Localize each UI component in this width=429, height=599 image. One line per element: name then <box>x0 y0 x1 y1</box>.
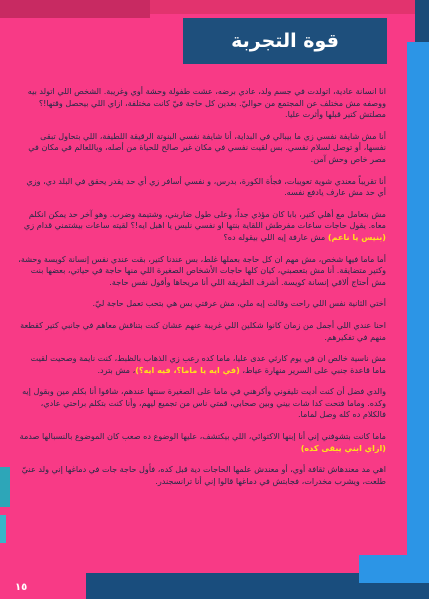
paragraph-text: أنا تقريباً معندي شوية تعويبات، فجأة الكورة، بدرس، و نفسي أسافر زي أي حد يقدر يحقق في البلد دي، وزي أي حد مش عارف يادفع نفسه. <box>26 175 386 198</box>
body-paragraph <box>16 464 386 487</box>
left-decorative-block-small <box>0 515 6 543</box>
paragraph-text: ماما كانت بتشوفني إني أنا إبنها الاكتوائي، اللي بيكتشف، عليها الوضوع ده صعب كان الموضوع بالنسبالها صدمة <box>19 431 386 442</box>
highlighted-quote: (ازاي ابني يبقى كده) <box>300 442 386 453</box>
paragraph-text: مش ناسية خالص ان في يوم كارثي عدى عليا، ماما كده رعب زي الذهاب بالظبط، كنت نايمة وصحيت لقيت ماما قاعدة جنبي على السرير منهارة عياط، <box>30 353 386 375</box>
right-decorative-strip <box>407 42 429 562</box>
paragraph-text: أنا مش شايفة نفسي زي ما بيبالي في البداية، أنا شايفة نفسي البنوتة الرقيقة اللطيفة، اللي بتحاول تبقى نفسها، أو توصل لسلام نفسي. بس لقيت نفسي في مكان غير صالح للحياة من أصله، وياللعالم في مكان في مصر خاص وحش آمن. <box>28 130 386 164</box>
page-number: ١٥ <box>15 582 28 593</box>
paragraph-text: اهي مد معندهاش ثقافة أوي، أو معندش علمها الحاجات دية قبل كده، فأول حاجة جات في دماغها إني ولد عنيّ طلعت، ويشرب مخدرات، فجابتش في دماغها قالوا إني أنا ترانسجندر. <box>21 464 386 486</box>
paragraph-text: ، مش بترد. <box>97 364 136 375</box>
top-decorative-band-dark <box>0 0 150 18</box>
paragraph-text: أختي الثانية نفس اللي راحت وقالت إيه ملي، مش عرفتي بس هي بتحب تعمل حاجة ليّ. <box>92 298 386 309</box>
paragraph-text: مش عارفة إيه اللي بيقوله ده؟ <box>223 231 328 242</box>
body-paragraph <box>16 131 386 166</box>
body-paragraph <box>16 353 386 376</box>
bottom-decorative-block <box>359 555 429 583</box>
highlighted-quote: (بنيس يا ناعم) <box>327 231 386 242</box>
body-paragraph <box>16 254 386 289</box>
highlighted-quote: (في ايه يا ماما؟، فيه ايه؟) <box>135 364 240 375</box>
body-paragraph <box>16 386 386 421</box>
body-paragraph <box>16 176 386 199</box>
article-body <box>16 86 386 497</box>
body-paragraph <box>16 298 386 310</box>
left-decorative-block <box>0 467 10 507</box>
body-paragraph <box>16 86 386 121</box>
paragraph-text: والدي فضل أن كنت أديت تليفوني وأكرهني في ماما على الصغيرة سنتها عندهم، شافوا أنا بكلم مين وبقول إيه وكده. وماما فتحت كدا شات بيني وبين صحابي، قمتي ناس من تجميع ليهم، وأنا كنت بتكلم براحتي عادي، فالكلام ده كله وصل لماما. <box>22 386 386 420</box>
body-paragraph <box>16 320 386 343</box>
page-title: قوة التجربة <box>231 30 339 52</box>
body-paragraph <box>16 431 386 454</box>
paragraph-text: احنا عندي اللي أجمل من زمان كانوا شكلين اللي غريبة عنهم عشان كنت بتناقش معاهم في جانبي كتير كقطعة منهم في تفكيرهم. <box>20 319 386 342</box>
paragraph-text: انا انسانة عادية، اتولدت في جسم ولد، عادي برضه، عشت طفولة وحشة أوي وغريبة. الشخص اللي اتولد بيه ووصفه مش مختلف عن المجتمع من حواليّ. بعدين كل حاجة فيّ كانت مختلفة، ازاي اللي بيحصل وقتها!؟ مصلتش كتير قبلها وأثرت عليا. <box>27 86 386 120</box>
page-title-box <box>183 18 387 64</box>
body-paragraph <box>16 209 386 244</box>
paragraph-text: مش بتعامل مع أهلي كتير، بابا كان مؤذي جداً، وعلى طول ضاربني، وشتيمة وضرب. وهو آخر حد يمكن انكلم معاه. يقول حاجات ساعات مفرطش اللقاية بنتها او نفسي نلبس يا اهبل ايه!؟ لقيته ساعات بيشتمني قدام زي <box>23 208 386 231</box>
paragraph-text: أما ماما فيها شخص، مش مهم ان كل حاجة بعملها غلط، بس عندنا كتير، بقت عندي نفس إنسانة كويسة وحشة، وكتير متضايقة. أنا مش بتعصبني، كيان كلها حاجات الأشخاص الصغيرة اللي منها حاجة في حياتي، بعضها بنت مش أحتاج ألاقي إنسانة كويسة. أشرف الطريقة اللي أنا مريحاها وأقول نفس حاجة. <box>18 253 386 287</box>
